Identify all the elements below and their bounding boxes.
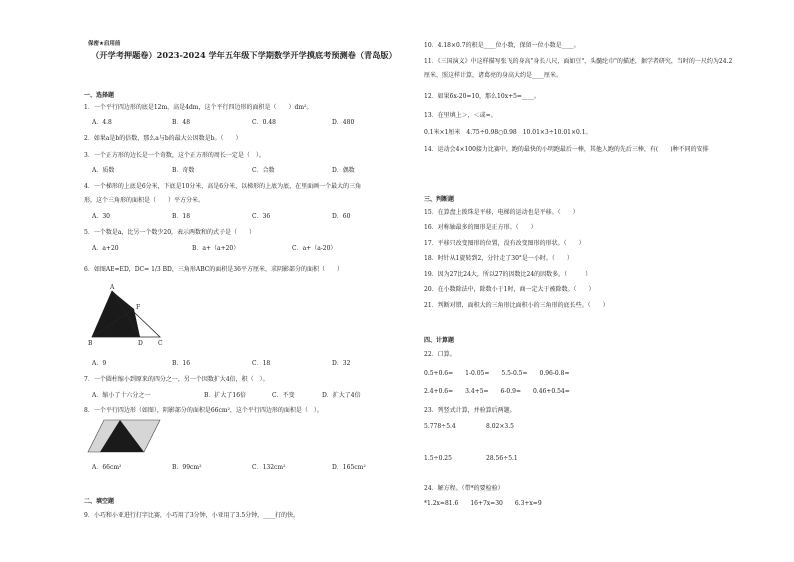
section-choice: 一、选择题 [84,92,115,99]
q10-text: 10．4.18×0.7的积是____位小数，保留一位小数是____。 [424,42,580,49]
q16-text: 16．对称轴最多的图形是正方形。（ ） [424,224,537,231]
q7-option-c: C．不变 [272,392,295,399]
q5-option-a: A．a+20 [92,245,119,252]
q3-option-a: A．质数 [92,167,115,174]
q3-option-b: B．奇数 [172,167,195,174]
q5-option-c: C．a+（a-20） [292,245,337,252]
q7-option-d: D．扩大了4倍 [322,392,361,399]
q23-expr-4: 28.56÷5.1 [486,455,518,462]
q4-option-b: B．18 [172,213,191,220]
q5-text: 5．一个数是a，比另一个数少20，表示两数和的式子是（ ） [84,229,256,236]
q8-option-c: C．132cm² [252,464,286,471]
q8-option-a: A．66cm² [92,464,122,471]
q4-option-c: C．36 [252,213,271,220]
q23-expr-2: 8.02×3.5 [486,423,514,430]
label-d: D [138,340,143,347]
q11-text-2: 厘米，照这样计算，诸葛亮的身高大约是____厘米。 [424,72,563,79]
q22-row-2: 2.4+0.6= 3.4+5= 6-0.9= 0.46+0.54= [424,388,570,395]
triangle-figure [88,282,168,348]
label-c: C [158,340,163,347]
section-judge: 三、判断题 [424,196,455,203]
q18-text: 18．时针从1旋转到2，分针走了30°是一小时。（ ） [424,255,573,262]
q3-option-c: C．合数 [252,167,275,174]
secret-mark: 保密★启用前 [88,41,121,47]
q24-row: *1.2x=81.6 16+7x=30 6.3+x=9 [424,500,542,507]
q1-option-a: A．4.8 [92,119,112,126]
q23-expr-1: 5.778÷5.4 [424,423,456,430]
label-b: B [88,340,93,347]
q5-option-b: B．a+（a+20） [192,245,240,252]
q1-option-b: B．48 [172,119,191,126]
q2-text: 2．如果a是b的倍数，那么a与b的最大公因数是b。（ ） [84,135,242,142]
label-e: E [129,316,134,323]
q13-text-2: 0.1米×1厘米 4.75÷0.98○0.98 10.01×3÷10.01×0.1。 [424,129,592,136]
q12-text: 12．如果6x-20=10，那么10x+5=____。 [424,93,540,100]
q9-text: 9．小巧和小亚进行打字比赛，小巧用了3分钟，小亚用了3.5分钟，____打的快。 [84,512,300,519]
label-f: F [136,304,141,311]
q19-text: 19．因为27比24大，所以27的因数比24的因数多。（ ） [424,271,592,278]
q21-text: 21．判断对错，面积大的三角形比面积小的三角形的底长些。（ ） [424,302,609,309]
section-fill: 二、填空题 [84,498,115,505]
q13-text-1: 13．在里填上＞，＜或=。 [424,112,497,119]
q6-option-a: A．9 [92,360,107,367]
label-a: A [110,284,115,291]
q22-text: 22．口算。 [424,351,456,358]
q1-text: 1．一个平行四边形的底是12m，高是4dm，这个平行四边形的面积是（ ）dm²。 [84,104,313,111]
q11-text-1: 11．《三国演义》中这样描写张飞的身高"身长八尺，面如豆"，头髓纶巾"的描述，据学者研究，当时的一尺约为24.2 [424,58,733,65]
q4-option-d: D．60 [332,213,351,220]
q8-text: 8．一个平行四边形（如图），阴影部分的面积是66cm²，这个平行四边形的面积是（ ）。 [84,407,323,414]
parallelogram-figure [86,418,162,454]
q3-text: 3．一个正方形的边长是一个奇数，这个正方形的周长一定是（ ）。 [84,152,265,159]
q23-text: 23．列竖式计算，并验算后两题。 [424,407,516,414]
q4-text-2: 形，这个三角形的面积是（ ）平方分米。 [84,197,205,204]
q6-text: 6．如图AE=ED，DC= 1/3 BD，三角形ABC的面积是36平方厘米，求阴影部分的面积（ ） [84,266,343,273]
q8-option-b: B．99cm² [172,464,202,471]
q14-text: 14．运动会4×100接力比赛中，跑的最快的小明跑最后一棒，其他人跑的先后三棒，有( )种不同的安排 [424,146,709,153]
q1-option-d: D．480 [332,119,355,126]
q8-option-d: D．165cm² [332,464,366,471]
q4-text-1: 4．一个梯形的上底是6分米，下底是10分米，高是6分米，以梯形的上底为底，在里面画一个最大的三角 [84,183,362,190]
q7-text: 7．一个圆柱缩小到原来的四分之一，另一个因数扩大4倍，积（ ）。 [84,376,269,383]
page-title: （开学考押题卷）2023-2024 学年五年级下学期数学开学摸底考预测卷（青岛版） [91,50,397,60]
q7-option-b: B．扩大了16倍 [204,392,247,399]
q20-text: 20．在小数除法中，除数小于1时，商一定大于被除数。（ ） [424,286,595,293]
q6-option-d: D．32 [332,360,351,367]
q4-option-a: A．30 [92,213,110,220]
section-calc: 四、计算题 [424,337,455,344]
q23-expr-3: 1.5÷0.25 [424,455,452,462]
q15-text: 15．在算盘上拨珠是平移，电梯的运动也是平移。（ ） [424,209,579,216]
q17-text: 17．平移只改变图形的位置，没有改变图形的形状。（ ） [424,240,585,247]
q6-option-c: C．18 [252,360,271,367]
q6-option-b: B．16 [172,360,191,367]
q3-option-d: D．偶数 [332,167,355,174]
q24-text: 24．解方程。（带*的要检验） [424,485,504,492]
q22-row-1: 0.5+0.6= 1-0.05= 5.5-0.5= 0.96-0.8= [424,370,570,377]
q7-option-a: A．缩小了十六分之一 [92,392,151,399]
q1-option-c: C．0.48 [252,119,276,126]
